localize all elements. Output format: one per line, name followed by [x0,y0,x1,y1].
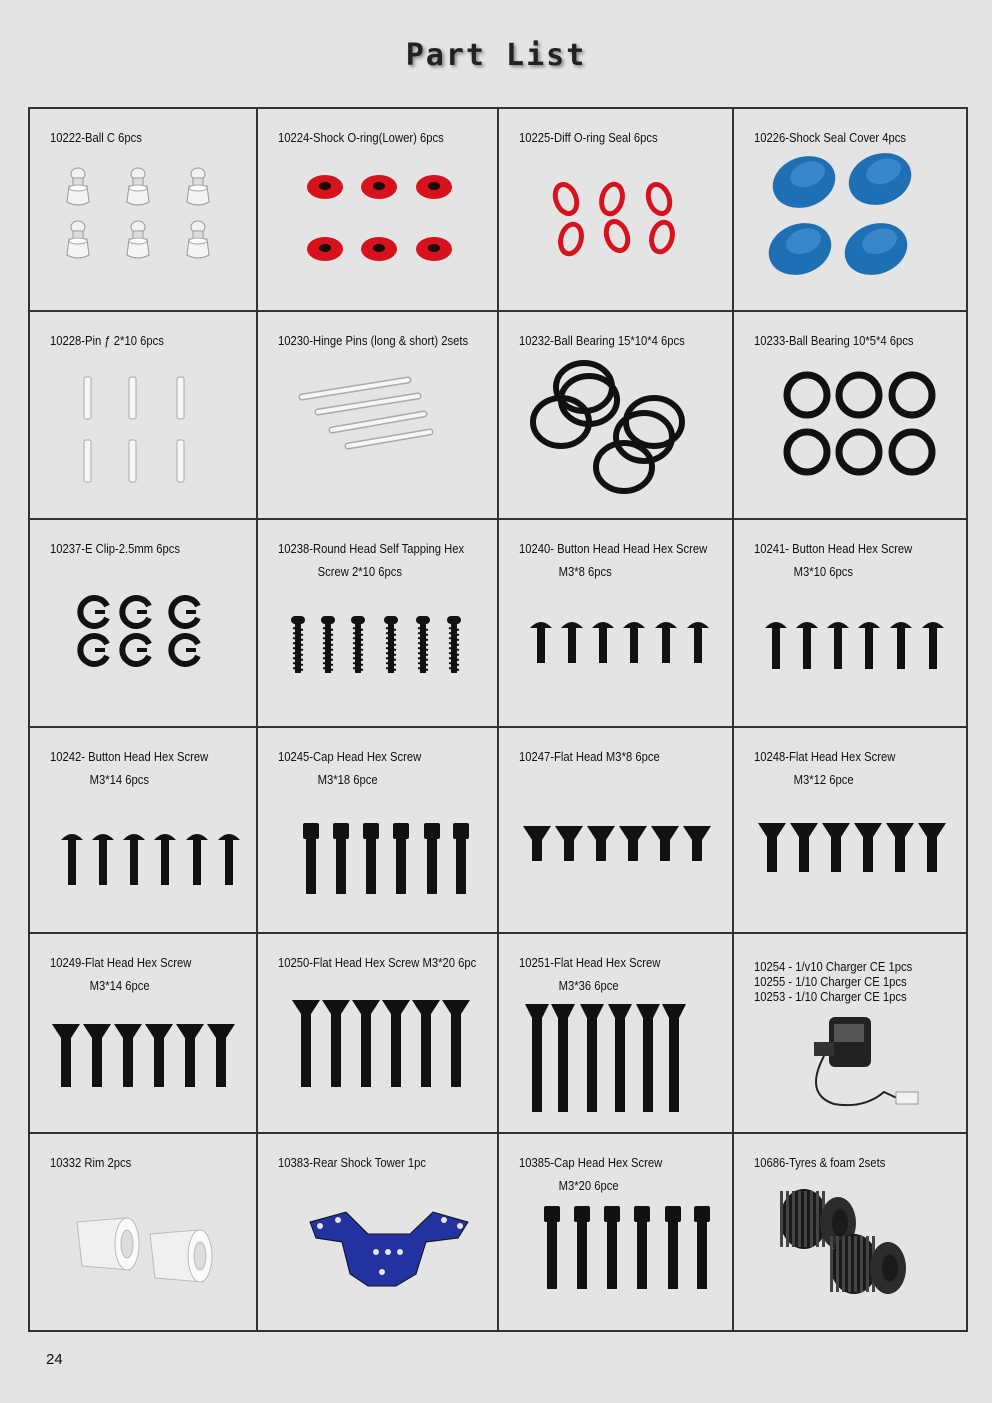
part-cell [499,1134,734,1332]
pin-piece [129,440,136,482]
part-label [50,127,142,150]
part-label [519,1152,662,1198]
screw-piece [92,834,114,885]
screw-piece [322,1000,350,1087]
part-cell [30,934,258,1134]
screw-piece [145,1024,173,1087]
o-ring-piece [361,237,397,261]
screw-piece [623,622,645,663]
screw-piece [619,826,647,861]
screw-piece [655,622,677,663]
part-name: -Shock O-ring(Lower) 6pcs [309,131,444,145]
o-ring-piece [307,175,343,199]
screw-piece [61,834,83,885]
part-label [50,746,208,792]
part-size: M3*20 6pce [558,1179,619,1193]
pin-piece [129,377,136,419]
screw-piece [854,823,882,872]
e-clip-piece [171,598,198,626]
part-cell [499,312,734,520]
screw-piece [321,616,335,673]
screw-piece [412,1000,440,1087]
page-title: Part List [405,38,587,73]
charger-piece [814,1017,918,1105]
ball-c-piece [127,168,149,205]
screw-piece [858,622,880,669]
parts-grid [28,107,968,1332]
bearing-piece [839,432,879,472]
part-name: -Round Head Self Tapping Hex [309,542,465,556]
part-size: M3*36 6pce [558,979,619,993]
screw-piece [416,616,430,673]
part-name: -Diff O-ring Seal 6pcs [550,131,658,145]
screw-piece [382,1000,410,1087]
e-clip-piece [122,636,149,664]
o-ring-piece [416,175,452,199]
screw-piece [333,823,349,894]
part-size: M3*18 6pce [317,773,378,787]
part-code: 10385 [519,1156,551,1170]
part-name: -Rear Shock Tower 1pc [309,1156,427,1170]
part-name: -Flat Head Hex Screw [81,956,192,970]
part-name: Rim 2pcs [81,1156,132,1170]
screw-piece [453,823,469,894]
part-name: -Ball Bearing 10*5*4 6pcs [785,334,914,348]
screw-piece [52,1024,80,1087]
screw-piece [683,826,711,861]
ball-c-piece [67,168,89,205]
part-name: - Button Head Head Hex Screw [550,542,708,556]
part-code: 10233 [754,334,786,348]
screw-piece [790,823,818,872]
part-name: -E Clip-2.5mm 6pcs [81,542,181,556]
part-name: -Ball Bearing 15*10*4 6pcs [550,334,685,348]
screw-piece [83,1024,111,1087]
ball-c-piece [67,221,89,258]
part-cell [30,312,258,520]
part-cell [734,109,968,312]
o-ring-piece [644,181,673,216]
bearing-piece [892,432,932,472]
part-code: 10245 [278,750,310,764]
screw-piece [424,823,440,894]
rim-piece [77,1218,139,1270]
screw-piece [384,616,398,673]
part-name: -Flat Head Hex Screw [550,956,661,970]
screw-piece [886,823,914,872]
e-clip-piece [80,598,107,626]
part-cell [258,934,499,1134]
screw-piece [544,1206,560,1289]
charger-line: 10255 - 1/10 Charger CE 1pcs [754,975,907,989]
screw-piece [604,1206,620,1289]
bearing-piece [892,375,932,415]
screw-piece [651,826,679,861]
o-ring-piece [551,181,580,216]
screw-piece [634,1206,650,1289]
screw-piece [551,1004,575,1112]
screw-piece [186,834,208,885]
screw-piece [890,622,912,669]
part-name: -Ball C 6pcs [81,131,142,145]
screw-piece [447,616,461,673]
screw-piece [291,616,305,673]
part-name: - Button Head Hex Screw [785,542,913,556]
part-name: - Button Head Hex Screw [81,750,209,764]
screw-piece [363,823,379,894]
part-size: M3*8 6pcs [558,565,612,579]
ball-c-piece [187,168,209,205]
screw-piece [922,622,944,669]
part-label [50,330,164,353]
part-code: 10332 [50,1156,82,1170]
part-name: -Tyres & foam 2sets [785,1156,886,1170]
part-cell [30,109,258,312]
part-code: 10247 [519,750,551,764]
part-label [519,127,658,150]
screw-piece [114,1024,142,1087]
page-number: 24 [46,1351,63,1368]
part-code: 10226 [754,131,786,145]
screw-piece [608,1004,632,1112]
part-label [519,330,685,353]
part-label [754,746,895,792]
part-label [50,1152,131,1175]
screw-piece [574,1206,590,1289]
part-code: 10241 [754,542,786,556]
part-cell [734,520,968,728]
part-code: 10230 [278,334,310,348]
bearing-piece [787,432,827,472]
part-code: 10686 [754,1156,786,1170]
part-label [754,330,913,353]
part-code: 10242 [50,750,82,764]
e-clip-piece [122,598,149,626]
o-ring-piece [307,237,343,261]
part-size: Screw 2*10 6pcs [317,565,403,579]
part-code: 10237 [50,542,82,556]
o-ring-piece [416,237,452,261]
seal-cover-piece [841,145,918,214]
screw-piece [523,826,551,861]
part-code: 10249 [50,956,82,970]
screw-piece [218,834,240,885]
part-name: -Flat Head Hex Screw [785,750,896,764]
pin-piece [177,377,184,419]
bearing-piece [787,375,827,415]
screw-piece [687,622,709,663]
screw-piece [525,1004,549,1112]
part-code: 10251 [519,956,551,970]
part-name: -Shock Seal Cover 4pcs [785,131,906,145]
part-label [519,746,660,769]
screw-piece [796,622,818,669]
screw-piece [303,823,319,894]
screw-piece [636,1004,660,1112]
part-cell [258,1134,499,1332]
part-label [278,746,421,792]
e-clip-piece [80,636,107,664]
ball-c-piece [187,221,209,258]
part-label [754,127,906,150]
part-code: 10225 [519,131,551,145]
rim-piece [150,1230,212,1282]
part-label [278,127,444,150]
part-label [519,538,707,584]
tyre-piece [830,1234,906,1294]
part-code: 10383 [278,1156,310,1170]
screw-piece [393,823,409,894]
screw-piece [207,1024,235,1087]
part-label [278,538,464,584]
part-cell [499,520,734,728]
charger-line: 10254 - 1/v10 Charger CE 1pcs [754,960,913,974]
ball-c-piece [127,221,149,258]
part-cell [258,109,499,312]
part-code: 10228 [50,334,82,348]
part-size: M3*14 6pcs [89,773,150,787]
part-code: 10238 [278,542,310,556]
screw-piece [352,1000,380,1087]
part-cell [30,728,258,934]
screw-piece [561,622,583,663]
screw-piece [292,1000,320,1087]
part-cell [734,312,968,520]
part-name: -Pin ƒ 2*10 6pcs [81,334,164,348]
part-label [50,538,180,561]
part-size: M3*12 6pce [793,773,854,787]
screw-piece [827,622,849,669]
part-label [278,952,476,975]
pin-piece [84,440,91,482]
pin-piece [177,440,184,482]
screw-piece [592,622,614,663]
part-name: -Hinge Pins (long & short) 2sets [309,334,469,348]
o-ring-piece [598,182,625,216]
screw-piece [765,622,787,669]
seal-cover-piece [761,215,838,284]
screw-piece [123,834,145,885]
part-label [278,1152,426,1175]
seal-cover-piece [837,215,914,284]
seal-cover-piece [765,148,842,217]
part-code: 10222 [50,131,82,145]
o-ring-piece [648,220,675,254]
screw-piece [587,826,615,861]
screw-piece [822,823,850,872]
part-cell [258,520,499,728]
shock-tower-piece [310,1212,468,1286]
part-name: -Flat Head Hex Screw M3*20 6pc [309,956,477,970]
part-cell [499,109,734,312]
screw-piece [665,1206,681,1289]
bearing-piece [839,375,879,415]
charger-line: 10253 - 1/10 Charger CE 1pcs [754,990,907,1004]
screw-piece [918,823,946,872]
part-cell [258,728,499,934]
part-code: 10232 [519,334,551,348]
part-label [754,1152,885,1175]
part-label [519,952,660,998]
part-code: 10224 [278,131,310,145]
screw-piece [442,1000,470,1087]
screw-piece [580,1004,604,1112]
part-size: M3*10 6pcs [793,565,854,579]
screw-piece [758,823,786,872]
part-name: -Cap Head Hex Screw [309,750,422,764]
part-cell [734,1134,968,1332]
part-label [754,538,912,584]
part-code: 10250 [278,956,310,970]
part-name: -Flat Head M3*8 6pce [550,750,660,764]
e-clip-piece [171,636,198,664]
o-ring-piece [557,222,584,256]
screw-piece [154,834,176,885]
screw-piece [662,1004,686,1112]
screw-piece [351,616,365,673]
part-code: 10248 [754,750,786,764]
screw-piece [555,826,583,861]
part-cell [499,728,734,934]
screw-piece [530,622,552,663]
part-cell [30,1134,258,1332]
part-cell [499,934,734,1134]
part-cell [30,520,258,728]
part-cell [734,728,968,934]
o-ring-piece [361,175,397,199]
screw-piece [176,1024,204,1087]
part-label [50,952,191,998]
screw-piece [694,1206,710,1289]
part-name: -Cap Head Hex Screw [550,1156,663,1170]
part-cell [258,312,499,520]
part-code: 10240 [519,542,551,556]
part-size: M3*14 6pce [89,979,150,993]
part-cell [734,934,968,1134]
part-label [754,960,912,1005]
o-ring-piece [602,218,631,253]
pin-piece [84,377,91,419]
part-label [278,330,468,353]
